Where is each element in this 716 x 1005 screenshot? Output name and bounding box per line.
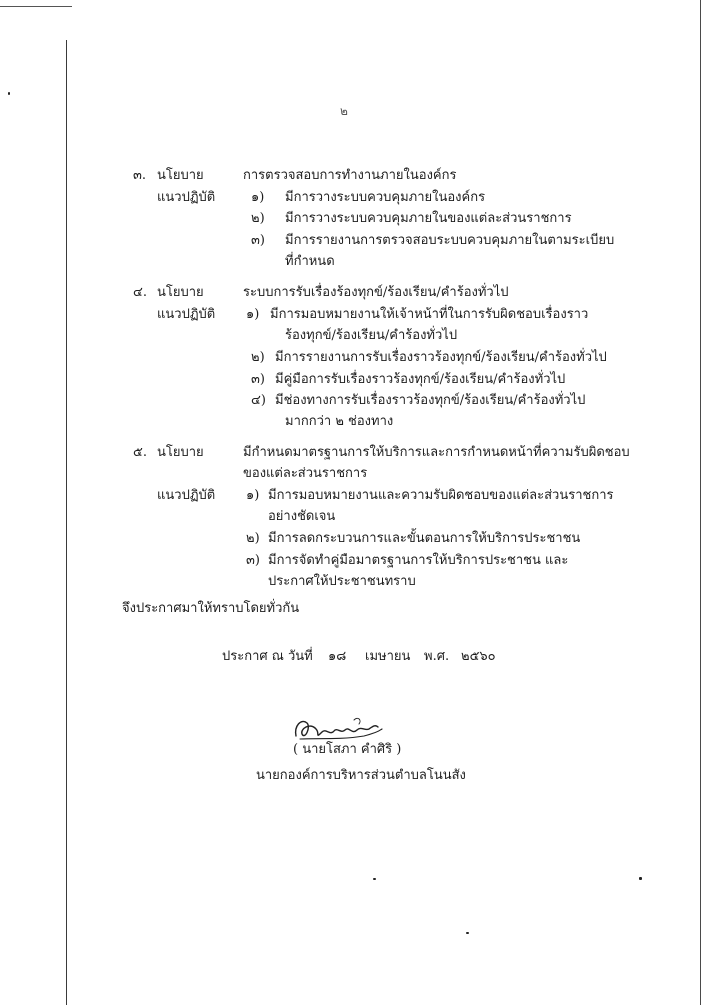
section-3-item-3-text-cont: ที่กำหนด (285, 254, 335, 269)
section-3-policy-label: นโยบาย (157, 168, 204, 183)
section-3-item-1-text: มีการวางระบบควบคุมภายในองค์กร (285, 190, 486, 205)
section-4-policy-text: ระบบการรับเรื่องร้องทุกข์/ร้องเรียน/คำร้องทั่วไป (243, 285, 509, 300)
section-5-item-3-text-cont: ประกาศให้ประชาชนทราบ (268, 574, 416, 589)
announce-prefix: ประกาศ ณ วันที่ (222, 649, 313, 664)
section-5-item-2-num: ๒) (246, 531, 260, 546)
announce-day: ๑๘ (328, 649, 347, 664)
page-number: ๒ (340, 104, 348, 118)
section-3-item-1-num: ๑) (251, 190, 265, 205)
section-3-item-2-num: ๒) (251, 211, 265, 226)
signer-title: นายกองค์การบริหารส่วนตำบลโนนสัง (256, 768, 466, 783)
section-4-policy-label: นโยบาย (157, 285, 204, 300)
section-4-item-4-text: มีช่องทางการรับเรื่องราวร้องทุกข์/ร้องเรียน/คำร้องทั่วไป (275, 393, 586, 408)
section-3-item-3-num: ๓) (251, 233, 265, 248)
scan-speck (639, 877, 642, 880)
section-4-item-3-text: มีคู่มือการรับเรื่องราวร้องทุกข์/ร้องเรียน/คำร้องทั่วไป (275, 372, 566, 387)
section-4-practice-label: แนวปฏิบัติ (157, 307, 216, 322)
scan-right-border (700, 0, 701, 1005)
section-4-item-1-text: มีการมอบหมายงานให้เจ้าหน้าที่ในการรับผิดชอบเรื่องราว (270, 307, 589, 322)
announce-year: ๒๕๖๐ (461, 649, 496, 664)
section-4-item-3-num: ๓) (251, 372, 265, 387)
scan-edge-line (0, 6, 72, 7)
scan-speck (466, 932, 469, 934)
section-5-item-3-num: ๓) (246, 553, 260, 568)
section-5-policy-text: มีกำหนดมาตรฐานการให้บริการและการกำหนดหน้าที่ความรับผิดชอบ (243, 445, 630, 460)
section-4-item-1-text-cont: ร้องทุกข์/ร้องเรียน/คำร้องทั่วไป (285, 328, 458, 343)
section-5-number: ๕. (133, 445, 147, 460)
section-4-item-1-num: ๑) (246, 307, 260, 322)
scan-speck (373, 878, 376, 880)
section-3-policy-text: การตรวจสอบการทำงานภายในองค์กร (243, 168, 457, 183)
section-3-item-3-text: มีการรายงานการตรวจสอบระบบควบคุมภายในตามระเบียบ (285, 233, 615, 248)
section-4-item-2-num: ๒) (251, 350, 265, 365)
section-5-item-3-text: มีการจัดทำคู่มือมาตรฐานการให้บริการประชาชน และ (268, 553, 569, 568)
section-3-number: ๓. (133, 168, 147, 183)
section-4-item-4-num: ๔) (251, 393, 266, 408)
section-5-item-1-text-cont: อย่างชัดเจน (268, 509, 336, 524)
section-5-policy-text-cont: ของแต่ละส่วนราชการ (243, 466, 368, 481)
announce-month: เมษายน (365, 649, 411, 664)
section-5-item-2-text: มีการลดกระบวนการและขั้นตอนการให้บริการประชาชน (268, 531, 581, 546)
section-3-item-2-text: มีการวางระบบควบคุมภายในของแต่ละส่วนราชการ (285, 211, 572, 226)
section-3-practice-label: แนวปฏิบัติ (157, 190, 216, 205)
section-5-item-1-text: มีการมอบหมายงานและความรับผิดชอบของแต่ละส่วนราชการ (268, 488, 614, 503)
section-5-policy-label: นโยบาย (157, 445, 204, 460)
announce-year-label: พ.ศ. (424, 649, 450, 664)
section-4-item-2-text: มีการรายงานการรับเรื่องราวร้องทุกข์/ร้องเรียน/คำร้องทั่วไป (275, 350, 607, 365)
scan-speck (8, 92, 10, 95)
section-5-practice-label: แนวปฏิบัติ (157, 488, 216, 503)
section-4-number: ๔. (133, 285, 147, 300)
section-4-item-4-text-cont: มากกว่า ๒ ช่องทาง (285, 414, 394, 429)
closing-statement: จึงประกาศมาให้ทราบโดยทั่วกัน (122, 601, 300, 616)
scan-left-border (66, 40, 67, 1005)
section-5-item-1-num: ๑) (246, 488, 260, 503)
signer-name: ( นายโสภา คำศิริ ) (293, 742, 402, 757)
